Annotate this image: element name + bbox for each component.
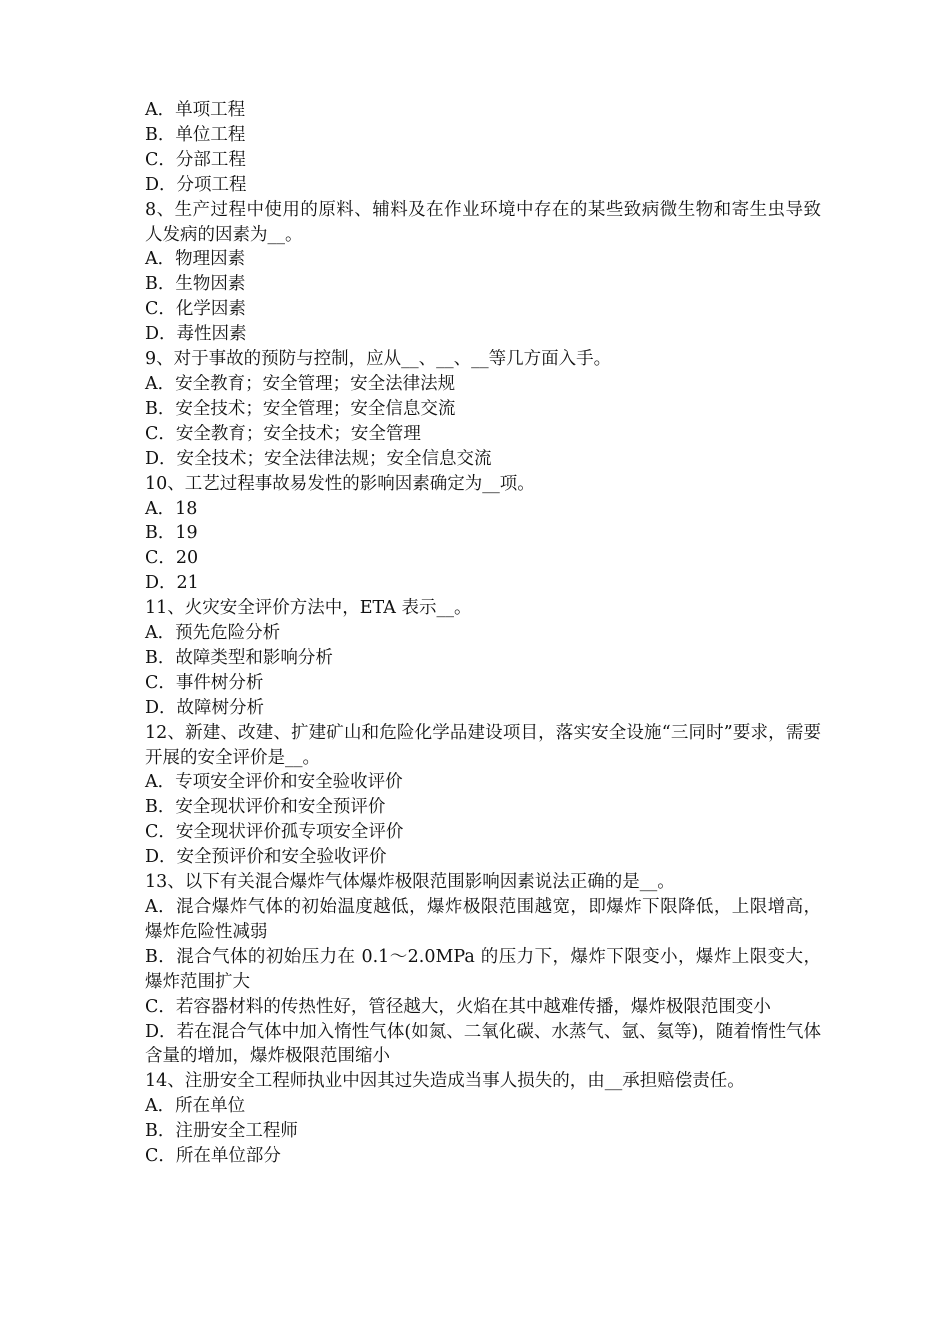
- text-line: B．单位工程: [145, 124, 246, 145]
- text-line: 13、以下有关混合爆炸气体爆炸极限范围影响因素说法正确的是__。: [145, 872, 675, 893]
- text-line: C．安全现状评价孤专项安全评价: [145, 822, 404, 843]
- text-line: D．故障树分析: [145, 697, 265, 718]
- text-line: C．化学因素: [145, 299, 246, 320]
- text-line: 11、火灾安全评价方法中，ETA 表示__。: [145, 598, 472, 619]
- text-line: A．预先危险分析: [145, 623, 281, 644]
- text-line: C．事件树分析: [145, 672, 264, 693]
- text-line: B．生物因素: [145, 274, 246, 295]
- text-line: B．故障类型和影响分析: [145, 647, 333, 668]
- text-line: C．20: [145, 548, 199, 569]
- text-line: A．18: [145, 498, 198, 519]
- text-line: C．所在单位部分: [145, 1146, 281, 1167]
- text-line: B．安全现状评价和安全预评价: [145, 797, 386, 818]
- text-line: D．分项工程: [145, 174, 247, 195]
- text-line: 9、对于事故的预防与控制，应从__、__、__等几方面入手。: [145, 349, 612, 370]
- text-line: C．安全教育；安全技术；安全管理: [145, 423, 421, 444]
- text-line: A．单项工程: [145, 100, 246, 120]
- document-body: [145, 98, 821, 1169]
- text-line: A．物理因素: [145, 249, 246, 270]
- text-line: 14、注册安全工程师执业中因其过失造成当事人损失的，由__承担赔偿责任。: [145, 1071, 745, 1092]
- text-line: B．混合气体的初始压力在 0.1～2.0MPa 的压力下，爆炸下限变小，爆炸上限变大，爆炸范围扩大: [145, 946, 821, 992]
- text-line: D．安全预评价和安全验收评价: [145, 847, 387, 868]
- text-line: 8、生产过程中使用的原料、辅料及在作业环境中存在的某些致病微生物和寄生虫导致人发病的因素为__。: [145, 199, 821, 245]
- text-line: 10、工艺过程事故易发性的影响因素确定为__项。: [145, 473, 535, 494]
- text-line: B．安全技术；安全管理；安全信息交流: [145, 398, 456, 419]
- text-line: D．安全技术；安全法律法规；安全信息交流: [145, 448, 492, 469]
- text-line: B．注册安全工程师: [145, 1121, 298, 1142]
- text-line: D．21: [145, 573, 199, 594]
- text-line: C．分部工程: [145, 149, 246, 170]
- text-line: C．若容器材料的传热性好，管径越大，火焰在其中越难传播，爆炸极限范围变小: [145, 996, 771, 1017]
- text-line: D．毒性因素: [145, 324, 247, 345]
- text-line: B．19: [145, 523, 198, 544]
- text-line: 12、新建、改建、扩建矿山和危险化学品建设项目，落实安全设施“三同时”要求，需要开展的安全评价是__。: [145, 722, 821, 768]
- text-line: D．若在混合气体中加入惰性气体(如氮、二氧化碳、水蒸气、氩、氦等)，随着惰性气体含量的增加，爆炸极限范围缩小: [145, 1021, 821, 1067]
- text-line: A．混合爆炸气体的初始温度越低，爆炸极限范围越宽，即爆炸下限降低，上限增高，爆炸危险性减弱: [145, 897, 821, 942]
- text-line: A．安全教育；安全管理；安全法律法规: [145, 373, 456, 394]
- text-line: A．专项安全评价和安全验收评价: [145, 772, 403, 793]
- text-line: A．所在单位: [145, 1096, 246, 1117]
